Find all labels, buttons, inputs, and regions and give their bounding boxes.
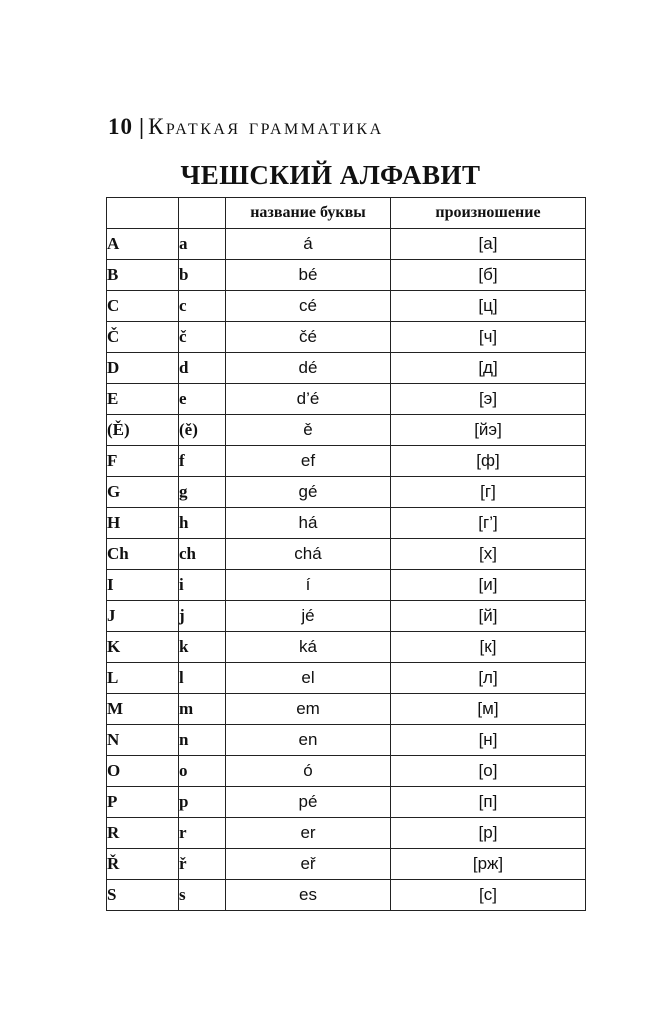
header-uppercase bbox=[107, 198, 179, 229]
pronunciation: [рж] bbox=[391, 849, 586, 880]
pronunciation: [п] bbox=[391, 787, 586, 818]
table-row bbox=[107, 849, 586, 880]
uppercase-letter: D bbox=[107, 353, 179, 384]
uppercase-letter: C bbox=[107, 291, 179, 322]
pronunciation: [ц] bbox=[391, 291, 586, 322]
letter-name: cé bbox=[226, 291, 391, 322]
letter-name: eř bbox=[226, 849, 391, 880]
lowercase-letter: g bbox=[179, 477, 226, 508]
table-row bbox=[107, 632, 586, 663]
uppercase-letter: M bbox=[107, 694, 179, 725]
letter-name: ef bbox=[226, 446, 391, 477]
page-number: 10 bbox=[108, 114, 133, 139]
pronunciation: [й] bbox=[391, 601, 586, 632]
pronunciation: [д] bbox=[391, 353, 586, 384]
uppercase-letter: R bbox=[107, 818, 179, 849]
pronunciation: [м] bbox=[391, 694, 586, 725]
header-lowercase bbox=[179, 198, 226, 229]
letter-name: ká bbox=[226, 632, 391, 663]
pronunciation: [а] bbox=[391, 229, 586, 260]
lowercase-letter: f bbox=[179, 446, 226, 477]
letter-name: el bbox=[226, 663, 391, 694]
letter-name: čé bbox=[226, 322, 391, 353]
pronunciation: [н] bbox=[391, 725, 586, 756]
header-letter-name: название буквы bbox=[226, 198, 391, 229]
pronunciation: [с] bbox=[391, 880, 586, 911]
uppercase-letter: O bbox=[107, 756, 179, 787]
pronunciation: [г] bbox=[391, 477, 586, 508]
letter-name: es bbox=[226, 880, 391, 911]
lowercase-letter: o bbox=[179, 756, 226, 787]
table-row bbox=[107, 663, 586, 694]
uppercase-letter: E bbox=[107, 384, 179, 415]
lowercase-letter: b bbox=[179, 260, 226, 291]
letter-name: en bbox=[226, 725, 391, 756]
table-row bbox=[107, 880, 586, 911]
uppercase-letter: A bbox=[107, 229, 179, 260]
table-row bbox=[107, 787, 586, 818]
table-row bbox=[107, 756, 586, 787]
letter-name: dé bbox=[226, 353, 391, 384]
uppercase-letter: G bbox=[107, 477, 179, 508]
uppercase-letter: (Ě) bbox=[107, 415, 179, 446]
lowercase-letter: a bbox=[179, 229, 226, 260]
lowercase-letter: k bbox=[179, 632, 226, 663]
table-row bbox=[107, 446, 586, 477]
uppercase-letter: K bbox=[107, 632, 179, 663]
letter-name: jé bbox=[226, 601, 391, 632]
table-row bbox=[107, 229, 586, 260]
lowercase-letter: s bbox=[179, 880, 226, 911]
lowercase-letter: č bbox=[179, 322, 226, 353]
alphabet-table bbox=[106, 197, 586, 911]
pronunciation: [г’] bbox=[391, 508, 586, 539]
pronunciation: [к] bbox=[391, 632, 586, 663]
table-row bbox=[107, 260, 586, 291]
table-row bbox=[107, 570, 586, 601]
lowercase-letter: (ě) bbox=[179, 415, 226, 446]
uppercase-letter: Č bbox=[107, 322, 179, 353]
running-head-separator: | bbox=[139, 114, 145, 139]
lowercase-letter: p bbox=[179, 787, 226, 818]
uppercase-letter: P bbox=[107, 787, 179, 818]
uppercase-letter: F bbox=[107, 446, 179, 477]
lowercase-letter: i bbox=[179, 570, 226, 601]
lowercase-letter: j bbox=[179, 601, 226, 632]
lowercase-letter: m bbox=[179, 694, 226, 725]
pronunciation: [х] bbox=[391, 539, 586, 570]
letter-name: á bbox=[226, 229, 391, 260]
lowercase-letter: e bbox=[179, 384, 226, 415]
table-header-row bbox=[107, 198, 586, 229]
letter-name: er bbox=[226, 818, 391, 849]
letter-name: há bbox=[226, 508, 391, 539]
letter-name: chá bbox=[226, 539, 391, 570]
pronunciation: [р] bbox=[391, 818, 586, 849]
lowercase-letter: n bbox=[179, 725, 226, 756]
letter-name: ó bbox=[226, 756, 391, 787]
running-head bbox=[108, 112, 384, 142]
header-pronunciation: произношение bbox=[391, 198, 586, 229]
pronunciation: [йэ] bbox=[391, 415, 586, 446]
pronunciation: [б] bbox=[391, 260, 586, 291]
uppercase-letter: I bbox=[107, 570, 179, 601]
section-title: Краткая грамматика bbox=[148, 114, 384, 139]
table-row bbox=[107, 384, 586, 415]
pronunciation: [и] bbox=[391, 570, 586, 601]
page-title: ЧЕШСКИЙ АЛФАВИТ bbox=[180, 160, 481, 190]
letter-name: pé bbox=[226, 787, 391, 818]
pronunciation: [о] bbox=[391, 756, 586, 787]
pronunciation: [л] bbox=[391, 663, 586, 694]
lowercase-letter: ř bbox=[179, 849, 226, 880]
lowercase-letter: c bbox=[179, 291, 226, 322]
uppercase-letter: H bbox=[107, 508, 179, 539]
table-row bbox=[107, 291, 586, 322]
uppercase-letter: N bbox=[107, 725, 179, 756]
pronunciation: [э] bbox=[391, 384, 586, 415]
pronunciation: [ф] bbox=[391, 446, 586, 477]
table-row bbox=[107, 477, 586, 508]
table-row bbox=[107, 415, 586, 446]
letter-name: í bbox=[226, 570, 391, 601]
uppercase-letter: L bbox=[107, 663, 179, 694]
uppercase-letter: Ř bbox=[107, 849, 179, 880]
table-body bbox=[107, 229, 586, 911]
lowercase-letter: l bbox=[179, 663, 226, 694]
uppercase-letter: S bbox=[107, 880, 179, 911]
letter-name: gé bbox=[226, 477, 391, 508]
table-row bbox=[107, 818, 586, 849]
table-row bbox=[107, 353, 586, 384]
letter-name: bé bbox=[226, 260, 391, 291]
lowercase-letter: ch bbox=[179, 539, 226, 570]
lowercase-letter: r bbox=[179, 818, 226, 849]
letter-name: ě bbox=[226, 415, 391, 446]
lowercase-letter: d bbox=[179, 353, 226, 384]
table-row bbox=[107, 601, 586, 632]
letter-name: em bbox=[226, 694, 391, 725]
uppercase-letter: B bbox=[107, 260, 179, 291]
table-row bbox=[107, 322, 586, 353]
table-row bbox=[107, 694, 586, 725]
pronunciation: [ч] bbox=[391, 322, 586, 353]
letter-name: d’é bbox=[226, 384, 391, 415]
table-row bbox=[107, 508, 586, 539]
uppercase-letter: J bbox=[107, 601, 179, 632]
lowercase-letter: h bbox=[179, 508, 226, 539]
uppercase-letter: Ch bbox=[107, 539, 179, 570]
table-row bbox=[107, 539, 586, 570]
table-row bbox=[107, 725, 586, 756]
